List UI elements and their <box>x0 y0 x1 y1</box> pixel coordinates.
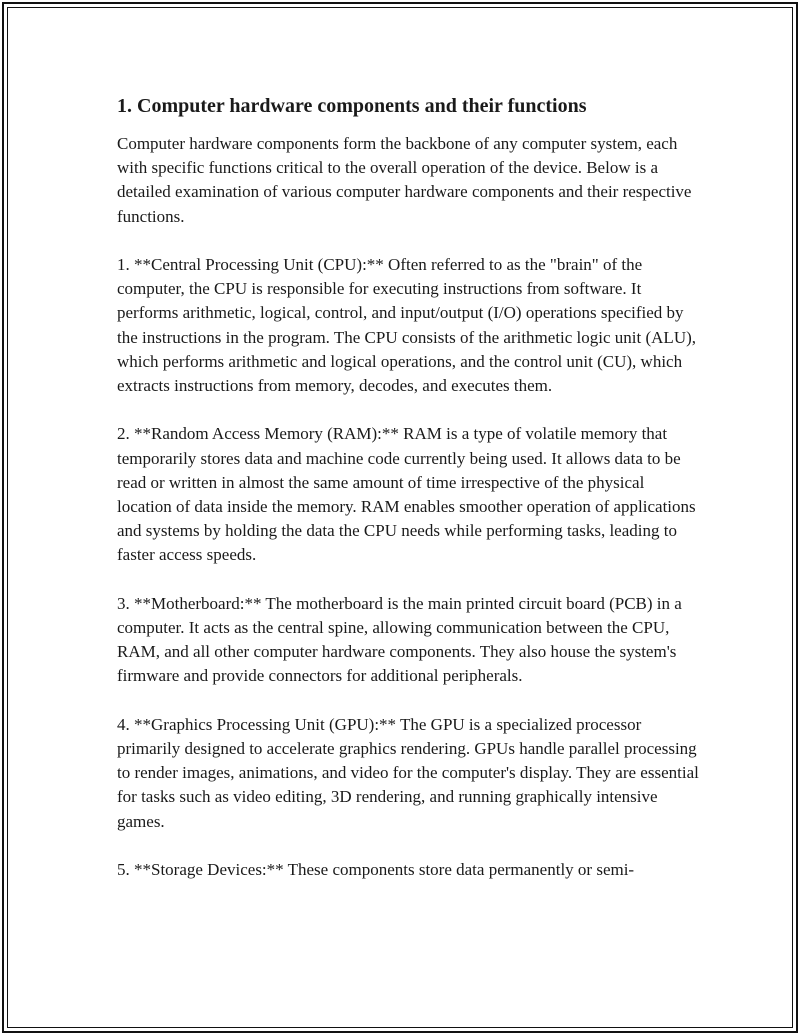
motherboard-paragraph: 3. **Motherboard:** The motherboard is the main printed circuit board (PCB) in a computer. It acts as the central spine, allowing communication between the CPU, RAM, and all other computer hardware components. They also house the system's firmware and provide connectors for additional peripherals. <box>117 593 682 686</box>
ram-paragraph: 2. **Random Access Memory (RAM):** RAM is a type of volatile memory that temporarily stores data and machine code currently being used. It allows data to be read or written in almost the same amount of time irrespective of the physical location of data inside the memory. RAM enables smoother operation of applications and systems by holding the data the CPU needs while performing tasks, leading to faster access speeds. <box>117 424 696 565</box>
cpu-paragraph: 1. **Central Processing Unit (CPU):** Often referred to as the "brain" of the computer, the CPU is responsible for executing instructions from software. It performs arithmetic, logical, control, and input/output (I/O) operations specified by the instructions in the program. The CPU consists of the arithmetic logic unit (ALU), which performs arithmetic and logical operations, and the control unit (CU), which extracts instructions from memory, decodes, and executes them. <box>117 255 697 396</box>
document-body <box>117 92 702 906</box>
section-heading: 1. Computer hardware components and their functions <box>117 95 587 117</box>
gpu-paragraph: 4. **Graphics Processing Unit (GPU):** The GPU is a specialized processor primarily designed to accelerate graphics rendering. GPUs handle parallel processing to render images, animations, and video for the computer's display. They are essential for tasks such as video editing, 3D rendering, and running graphically intensive games. <box>117 714 699 831</box>
intro-paragraph: Computer hardware components form the backbone of any computer system, each with specific functions critical to the overall operation of the device. Below is a detailed examination of various computer hardware components and their respective functions. <box>117 134 692 226</box>
storage-paragraph: 5. **Storage Devices:** These components store data permanently or semi- <box>117 860 635 880</box>
